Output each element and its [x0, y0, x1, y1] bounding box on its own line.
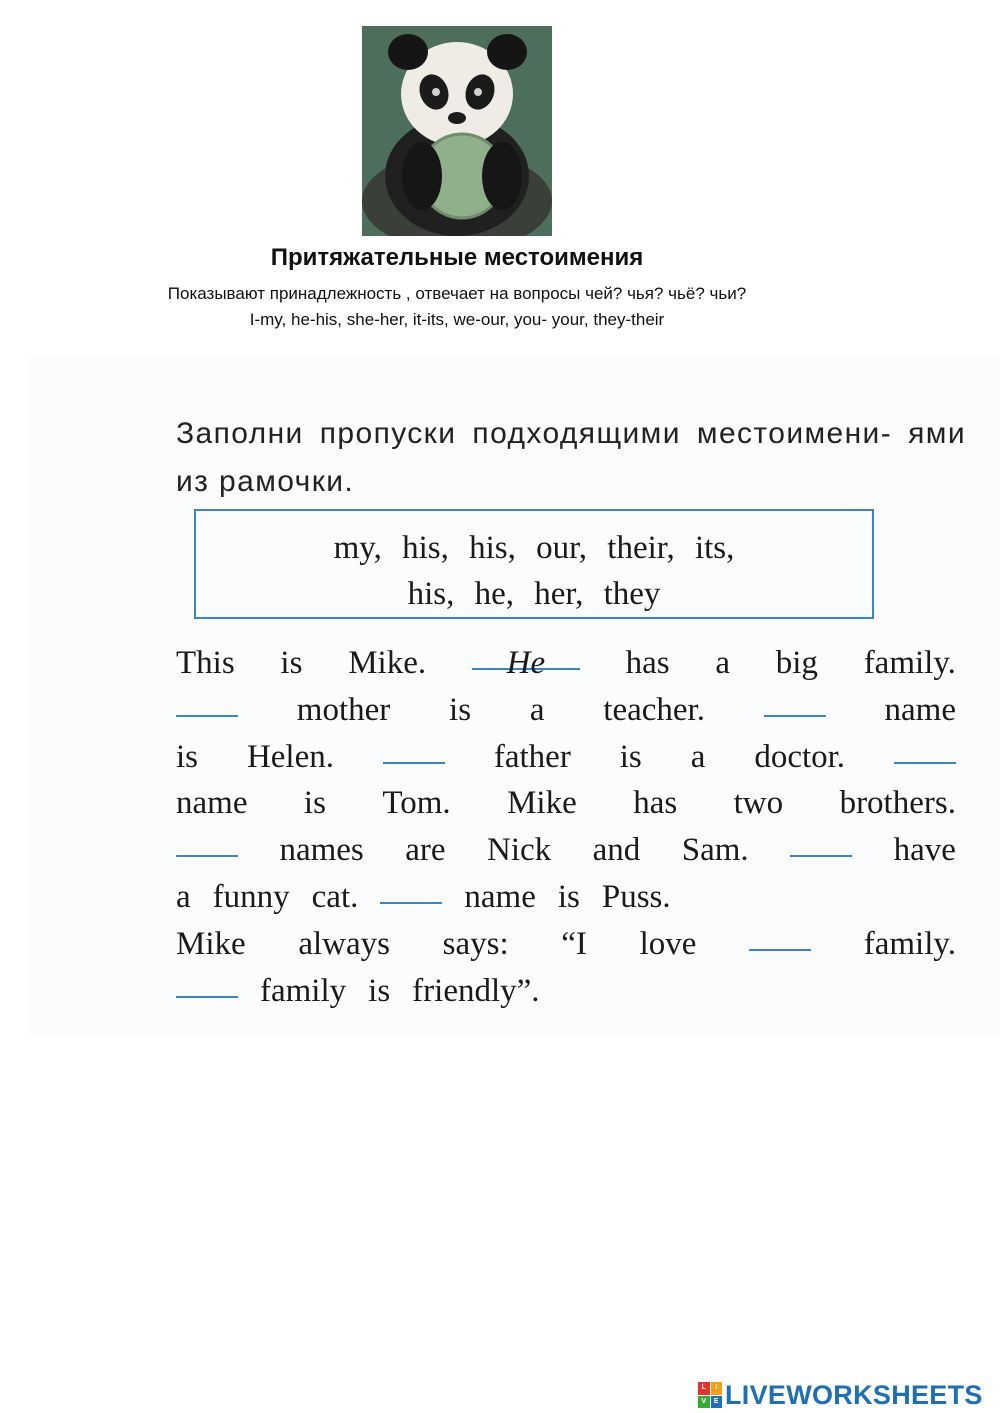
exercise-word: a: [690, 738, 706, 775]
exercise-word: teacher.: [603, 691, 705, 728]
exercise-word: a: [529, 691, 545, 728]
exercise-instruction: Заполни пропуски подходящими местоимени- ями из рамочки.: [176, 417, 966, 498]
pronoun-pairs: I-my, he-his, she-her, it-its, we-our, you- your, they-their: [249, 310, 665, 329]
exercise-word: “I: [561, 925, 587, 962]
word-box: [194, 509, 874, 619]
exercise-word: This: [176, 645, 235, 681]
answer-blank[interactable]: [894, 734, 956, 764]
exercise-word: brothers.: [839, 785, 956, 822]
exercise-word: is: [449, 691, 472, 728]
exercise-word: Sam.: [681, 832, 749, 869]
exercise-word: name: [176, 785, 248, 822]
exercise-line: [176, 827, 956, 874]
exercise-word: has: [625, 645, 670, 681]
answer-blank[interactable]: [176, 687, 238, 717]
exercise-word: and: [592, 832, 641, 869]
exercise-word: funny: [212, 878, 290, 915]
exercise-word: doctor.: [754, 738, 846, 775]
exercise-word: love: [639, 925, 697, 962]
answer-blank[interactable]: [749, 921, 811, 951]
exercise-word: name: [884, 691, 956, 728]
exercise-word: is: [619, 738, 642, 775]
word-box-line-2: his, he, her, they: [407, 576, 661, 612]
exercise-word: cat.: [311, 878, 359, 915]
exercise-word: Mike.: [348, 645, 427, 681]
panda-illustration: [362, 26, 552, 236]
exercise-word: name: [464, 878, 536, 915]
exercise-text: [176, 640, 956, 1014]
exercise-word: a: [715, 645, 731, 681]
exercise-word: is: [368, 972, 391, 1009]
answer-blank[interactable]: [176, 827, 238, 857]
exercise-word: is: [280, 645, 303, 681]
answer-blank[interactable]: [383, 734, 445, 764]
exercise-word: Mike: [176, 925, 246, 962]
exercise-line: [176, 968, 956, 1015]
exercise-line: [176, 780, 956, 827]
exercise-line: [176, 687, 956, 734]
brand-name: LIVEWORKSHEETS: [725, 1379, 983, 1410]
exercise-word: family.: [863, 645, 956, 681]
exercise-word: family.: [863, 925, 956, 962]
exercise-word: is: [176, 738, 199, 775]
exercise-line: [176, 921, 956, 968]
exercise-word: always: [298, 925, 390, 962]
answer-blank-filled[interactable]: He: [472, 640, 580, 670]
exercise-word: Tom.: [382, 785, 451, 822]
answer-blank[interactable]: [764, 687, 826, 717]
exercise-word: Mike: [507, 785, 577, 822]
exercise-word: family: [260, 972, 347, 1009]
exercise-word: names: [279, 832, 364, 869]
exercise-word: father: [493, 738, 571, 775]
exercise-word: two: [733, 785, 784, 822]
exercise-line: [176, 640, 956, 687]
exercise-word: have: [893, 832, 956, 869]
exercise-word: Nick: [487, 832, 552, 869]
exercise-word: big: [775, 645, 818, 681]
exercise-word: friendly”.: [412, 972, 540, 1009]
answer-blank[interactable]: [176, 968, 238, 998]
answer-blank[interactable]: [380, 874, 442, 904]
logo-badge-icon: L I V E: [698, 1382, 722, 1408]
answer-blank[interactable]: [790, 827, 852, 857]
word-box-line-1: my, his, his, our, their, its,: [333, 530, 735, 566]
exercise-line: [176, 874, 956, 921]
page-subtitle: Показывают принадлежность , отвечает на вопросы чей? чья? чьё? чьи?: [167, 284, 747, 303]
exercise-word: Puss.: [601, 878, 671, 915]
exercise-line: [176, 734, 956, 781]
page-title: Притяжательные местоимения: [270, 244, 644, 271]
panda-photo: [362, 26, 552, 236]
exercise-word: a: [176, 878, 191, 915]
exercise-word: says:: [442, 925, 509, 962]
exercise-word: is: [557, 878, 580, 915]
exercise-word: are: [405, 832, 446, 869]
exercise-word: Helen.: [246, 738, 334, 775]
liveworksheets-logo: [698, 1378, 983, 1412]
exercise-word: mother: [296, 691, 391, 728]
exercise-word: is: [303, 785, 326, 822]
exercise-word: has: [633, 785, 678, 822]
